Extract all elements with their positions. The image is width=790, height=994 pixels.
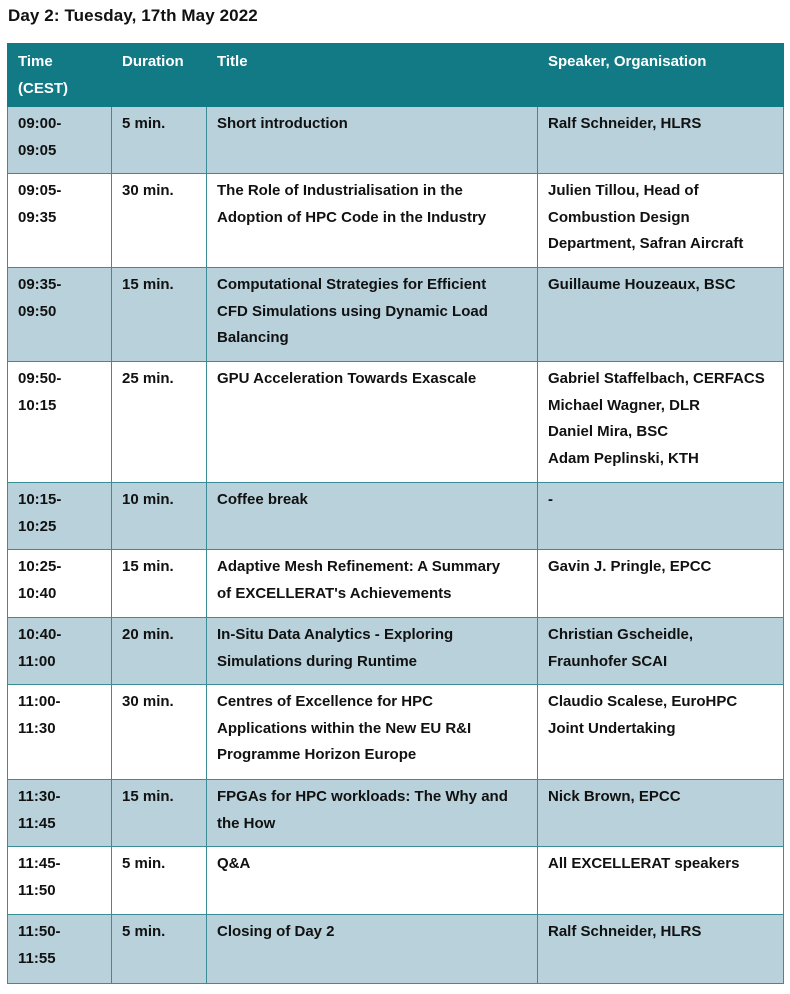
cell-duration: 5 min. (112, 915, 207, 984)
cell-title: The Role of Industrialisation in the Adoption of HPC Code in the Industry (207, 174, 538, 268)
header-speaker: Speaker, Organisation (538, 44, 784, 107)
table-row (8, 915, 784, 984)
cell-title: Closing of Day 2 (207, 915, 538, 984)
cell-duration: 20 min. (112, 618, 207, 685)
cell-time: 11:50- 11:55 (8, 915, 112, 984)
table-row (8, 550, 784, 618)
cell-title: Centres of Excellence for HPC Applications within the New EU R&I Programme Horizon Europe (207, 685, 538, 780)
cell-speaker: - (538, 483, 784, 550)
cell-duration: 30 min. (112, 174, 207, 268)
table-row (8, 483, 784, 550)
cell-speaker: All EXCELLERAT speakers (538, 847, 784, 915)
header-title: Title (207, 44, 538, 107)
cell-title: In-Situ Data Analytics - Exploring Simulations during Runtime (207, 618, 538, 685)
table-row (8, 780, 784, 847)
cell-title: Adaptive Mesh Refinement: A Summary of EXCELLERAT's Achievements (207, 550, 538, 618)
page-title: Day 2: Tuesday, 17th May 2022 (8, 6, 258, 25)
cell-duration: 30 min. (112, 685, 207, 780)
cell-speaker: Guillaume Houzeaux, BSC (538, 268, 784, 362)
cell-duration: 15 min. (112, 780, 207, 847)
cell-duration: 25 min. (112, 362, 207, 483)
cell-time: 11:00- 11:30 (8, 685, 112, 780)
cell-time: 10:15- 10:25 (8, 483, 112, 550)
cell-speaker: Ralf Schneider, HLRS (538, 107, 784, 174)
cell-time: 09:50- 10:15 (8, 362, 112, 483)
table-row (8, 268, 784, 362)
cell-title: Short introduction (207, 107, 538, 174)
cell-title: FPGAs for HPC workloads: The Why and the How (207, 780, 538, 847)
header-time: Time (CEST) (8, 44, 112, 107)
table-row (8, 618, 784, 685)
cell-time: 09:00- 09:05 (8, 107, 112, 174)
cell-speaker: Nick Brown, EPCC (538, 780, 784, 847)
cell-duration: 5 min. (112, 847, 207, 915)
cell-time: 11:45- 11:50 (8, 847, 112, 915)
cell-speaker: Ralf Schneider, HLRS (538, 915, 784, 984)
cell-time: 09:05- 09:35 (8, 174, 112, 268)
table-row (8, 362, 784, 483)
cell-time: 10:25- 10:40 (8, 550, 112, 618)
cell-duration: 5 min. (112, 107, 207, 174)
table-row (8, 107, 784, 174)
agenda-table (7, 43, 784, 984)
table-row (8, 174, 784, 268)
header-duration: Duration (112, 44, 207, 107)
cell-speaker: Julien Tillou, Head of Combustion Design Department, Safran Aircraft (538, 174, 784, 268)
cell-time: 09:35- 09:50 (8, 268, 112, 362)
cell-duration: 10 min. (112, 483, 207, 550)
table-header-row (8, 44, 784, 107)
cell-time: 10:40- 11:00 (8, 618, 112, 685)
table-row (8, 847, 784, 915)
cell-title: GPU Acceleration Towards Exascale (207, 362, 538, 483)
cell-speaker: Gavin J. Pringle, EPCC (538, 550, 784, 618)
cell-time: 11:30- 11:45 (8, 780, 112, 847)
cell-speaker: Gabriel Staffelbach, CERFACS Michael Wagner, DLR Daniel Mira, BSC Adam Peplinski, KTH (538, 362, 784, 483)
cell-speaker: Christian Gscheidle, Fraunhofer SCAI (538, 618, 784, 685)
cell-duration: 15 min. (112, 550, 207, 618)
cell-title: Coffee break (207, 483, 538, 550)
cell-title: Q&A (207, 847, 538, 915)
cell-speaker: Claudio Scalese, EuroHPC Joint Undertaking (538, 685, 784, 780)
cell-duration: 15 min. (112, 268, 207, 362)
table-row (8, 685, 784, 780)
cell-title: Computational Strategies for Efficient CFD Simulations using Dynamic Load Balancing (207, 268, 538, 362)
